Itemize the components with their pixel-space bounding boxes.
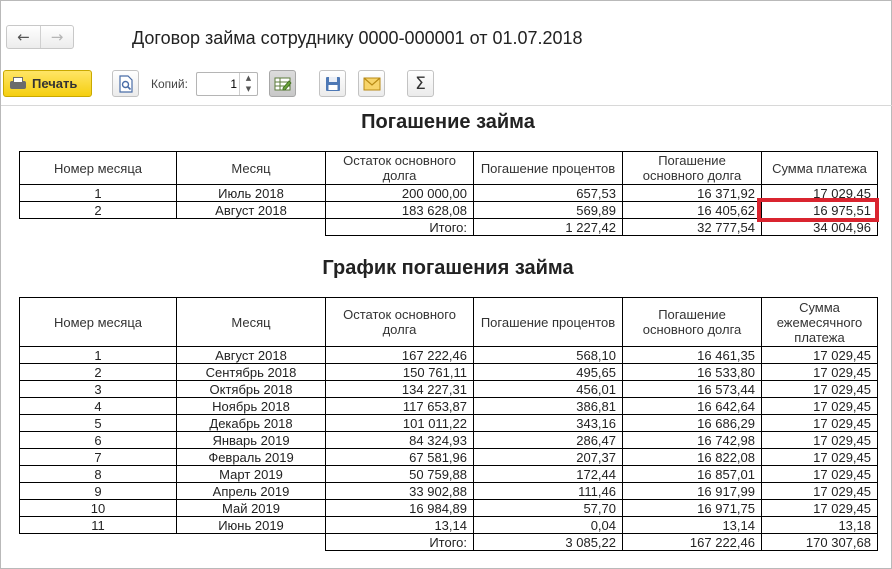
- table-row[interactable]: [20, 347, 878, 364]
- copies-label: Копий:: [151, 77, 188, 91]
- cell-interest[interactable]: 569,89: [474, 202, 623, 219]
- copies-stepper-arrows: [239, 73, 257, 95]
- copies-stepper: [196, 72, 258, 96]
- page-title: Договор займа сотруднику 0000-000001 от 01.07.2018: [132, 28, 583, 48]
- cell-interest[interactable]: 172,44: [474, 466, 623, 483]
- table-edit-icon: [274, 76, 292, 92]
- table-row[interactable]: [20, 517, 878, 534]
- header-interest: Погашение процентов: [474, 152, 623, 185]
- total-label: Итого:: [326, 219, 474, 236]
- total-row: [20, 219, 878, 236]
- table-row[interactable]: [20, 483, 878, 500]
- cell-month-number[interactable]: 7: [20, 449, 177, 466]
- cell-month-number[interactable]: 2: [20, 364, 177, 381]
- cell-balance[interactable]: 101 011,22: [326, 415, 474, 432]
- cell-payment[interactable]: 17 029,45: [762, 381, 878, 398]
- cell-month-number[interactable]: 2: [20, 202, 177, 219]
- header-interest: Погашение процентов: [474, 298, 623, 347]
- print-button-label: Печать: [32, 76, 78, 91]
- cell-interest[interactable]: 286,47: [474, 432, 623, 449]
- table-row[interactable]: [20, 398, 878, 415]
- cell-month-number[interactable]: 8: [20, 466, 177, 483]
- cell-payment[interactable]: 17 029,45: [762, 500, 878, 517]
- cell-month[interactable]: Ноябрь 2018: [177, 398, 326, 415]
- cell-payment[interactable]: 17 029,45: [762, 364, 878, 381]
- table-header-row: [20, 152, 878, 185]
- table-row[interactable]: [20, 415, 878, 432]
- header-payment: Сумма платежа: [762, 152, 878, 185]
- cell-principal[interactable]: 16 686,29: [623, 415, 762, 432]
- edit-mode-toggle[interactable]: [269, 70, 296, 97]
- section1-title: Погашение займа: [361, 111, 535, 133]
- cell-payment[interactable]: 13,18: [762, 517, 878, 534]
- cell-payment[interactable]: 17 029,45: [762, 347, 878, 364]
- cell-month-number[interactable]: 6: [20, 432, 177, 449]
- cell-principal[interactable]: 16 857,01: [623, 466, 762, 483]
- header-payment: Сумма ежемесячного платежа: [762, 298, 878, 347]
- cell-payment[interactable]: 17 029,45: [762, 466, 878, 483]
- cell-principal[interactable]: 16 533,80: [623, 364, 762, 381]
- cell-month-number[interactable]: 4: [20, 398, 177, 415]
- cell-month[interactable]: Январь 2019: [177, 432, 326, 449]
- preview-button[interactable]: [112, 70, 139, 97]
- header-balance: Остаток основного долга: [326, 298, 474, 347]
- envelope-icon: [363, 77, 381, 91]
- highlight-box: [757, 198, 879, 222]
- cell-interest[interactable]: 386,81: [474, 398, 623, 415]
- printer-icon: [10, 77, 26, 91]
- table-row[interactable]: [20, 432, 878, 449]
- cell-balance[interactable]: 84 324,93: [326, 432, 474, 449]
- cell-month[interactable]: Март 2019: [177, 466, 326, 483]
- cell-balance[interactable]: 150 761,11: [326, 364, 474, 381]
- sigma-icon: Σ: [415, 73, 426, 94]
- total-interest[interactable]: 1 227,42: [474, 219, 623, 236]
- total-payment[interactable]: 170 307,68: [762, 534, 878, 551]
- section2-title: График погашения займа: [322, 257, 574, 279]
- cell-balance[interactable]: 13,14: [326, 517, 474, 534]
- cell-month[interactable]: Июль 2018: [177, 185, 326, 202]
- cell-principal[interactable]: 16 461,35: [623, 347, 762, 364]
- cell-balance[interactable]: 134 227,31: [326, 381, 474, 398]
- cell-payment[interactable]: 17 029,45: [762, 483, 878, 500]
- cell-month-number[interactable]: 10: [20, 500, 177, 517]
- cell-interest[interactable]: 57,70: [474, 500, 623, 517]
- cell-month[interactable]: Июнь 2019: [177, 517, 326, 534]
- cell-balance[interactable]: 183 628,08: [326, 202, 474, 219]
- step-up-icon[interactable]: ▲: [245, 74, 252, 82]
- cell-principal[interactable]: 16 971,75: [623, 500, 762, 517]
- cell-payment[interactable]: 16 975,51: [762, 202, 878, 219]
- header-month: Месяц: [177, 298, 326, 347]
- header-balance: Остаток основного долга: [326, 152, 474, 185]
- cell-payment[interactable]: 17 029,45: [762, 415, 878, 432]
- cell-balance[interactable]: 50 759,88: [326, 466, 474, 483]
- cell-interest[interactable]: 207,37: [474, 449, 623, 466]
- floppy-disk-icon: [325, 76, 341, 92]
- back-arrow-icon[interactable]: ←: [17, 28, 30, 46]
- cell-month[interactable]: Август 2018: [177, 347, 326, 364]
- cell-principal[interactable]: 16 742,98: [623, 432, 762, 449]
- forward-arrow-icon[interactable]: →: [40, 26, 73, 48]
- copies-input[interactable]: [199, 76, 237, 92]
- total-label: Итого:: [326, 534, 474, 551]
- table-row[interactable]: [20, 381, 878, 398]
- cell-principal[interactable]: 16 405,62: [623, 202, 762, 219]
- send-email-button[interactable]: [358, 70, 385, 97]
- cell-month-number[interactable]: 1: [20, 347, 177, 364]
- step-down-icon[interactable]: ▼: [245, 85, 252, 93]
- table-row[interactable]: [20, 185, 878, 202]
- sum-button[interactable]: [407, 70, 434, 97]
- table-row[interactable]: [20, 202, 878, 219]
- cell-month-number[interactable]: 9: [20, 483, 177, 500]
- header-month: Месяц: [177, 152, 326, 185]
- cell-balance[interactable]: 167 222,46: [326, 347, 474, 364]
- header-principal: Погашение основного долга: [623, 298, 762, 347]
- cell-month-number[interactable]: 11: [20, 517, 177, 534]
- cell-month-number[interactable]: 1: [20, 185, 177, 202]
- header-month-number: Номер месяца: [20, 298, 177, 347]
- cell-month[interactable]: Апрель 2019: [177, 483, 326, 500]
- cell-principal[interactable]: 16 822,08: [623, 449, 762, 466]
- table-row[interactable]: [20, 500, 878, 517]
- cell-interest[interactable]: 568,10: [474, 347, 623, 364]
- cell-balance[interactable]: 67 581,96: [326, 449, 474, 466]
- repayment-table: [19, 151, 878, 236]
- total-row: [20, 534, 878, 551]
- cell-principal[interactable]: 16 371,92: [623, 185, 762, 202]
- cell-balance[interactable]: 200 000,00: [326, 185, 474, 202]
- cell-balance[interactable]: 16 984,89: [326, 500, 474, 517]
- cell-month[interactable]: Декабрь 2018: [177, 415, 326, 432]
- schedule-table: [19, 297, 878, 551]
- cell-principal[interactable]: 16 917,99: [623, 483, 762, 500]
- cell-payment[interactable]: 17 029,45: [762, 398, 878, 415]
- table-row[interactable]: [20, 466, 878, 483]
- cell-month[interactable]: Октябрь 2018: [177, 381, 326, 398]
- cell-month[interactable]: Февраль 2019: [177, 449, 326, 466]
- cell-interest[interactable]: 343,16: [474, 415, 623, 432]
- table-row[interactable]: [20, 364, 878, 381]
- total-principal[interactable]: 167 222,46: [623, 534, 762, 551]
- toolbar: [1, 69, 892, 99]
- cell-month[interactable]: Сентябрь 2018: [177, 364, 326, 381]
- save-button[interactable]: [319, 70, 346, 97]
- cell-interest[interactable]: 456,01: [474, 381, 623, 398]
- table-row[interactable]: [20, 449, 878, 466]
- cell-payment[interactable]: 17 029,45: [762, 185, 878, 202]
- navigation-buttons: [6, 25, 74, 49]
- total-interest[interactable]: 3 085,22: [474, 534, 623, 551]
- total-principal[interactable]: 32 777,54: [623, 219, 762, 236]
- cell-principal[interactable]: 16 642,64: [623, 398, 762, 415]
- toolbar-divider: [1, 105, 892, 106]
- table-header-row: [20, 298, 878, 347]
- cell-interest[interactable]: 495,65: [474, 364, 623, 381]
- header-month-number: Номер месяца: [20, 152, 177, 185]
- cell-principal[interactable]: 13,14: [623, 517, 762, 534]
- cell-interest[interactable]: 657,53: [474, 185, 623, 202]
- cell-balance[interactable]: 117 653,87: [326, 398, 474, 415]
- print-button[interactable]: [3, 70, 92, 97]
- cell-month-number[interactable]: 3: [20, 381, 177, 398]
- cell-month[interactable]: Август 2018: [177, 202, 326, 219]
- cell-interest[interactable]: 0,04: [474, 517, 623, 534]
- cell-month[interactable]: Май 2019: [177, 500, 326, 517]
- cell-month-number[interactable]: 5: [20, 415, 177, 432]
- cell-payment[interactable]: 17 029,45: [762, 449, 878, 466]
- cell-balance[interactable]: 33 902,88: [326, 483, 474, 500]
- cell-interest[interactable]: 111,46: [474, 483, 623, 500]
- total-payment[interactable]: 34 004,96: [762, 219, 878, 236]
- cell-payment[interactable]: 17 029,45: [762, 432, 878, 449]
- magnifier-document-icon: [118, 75, 134, 93]
- header-principal: Погашение основного долга: [623, 152, 762, 185]
- cell-principal[interactable]: 16 573,44: [623, 381, 762, 398]
